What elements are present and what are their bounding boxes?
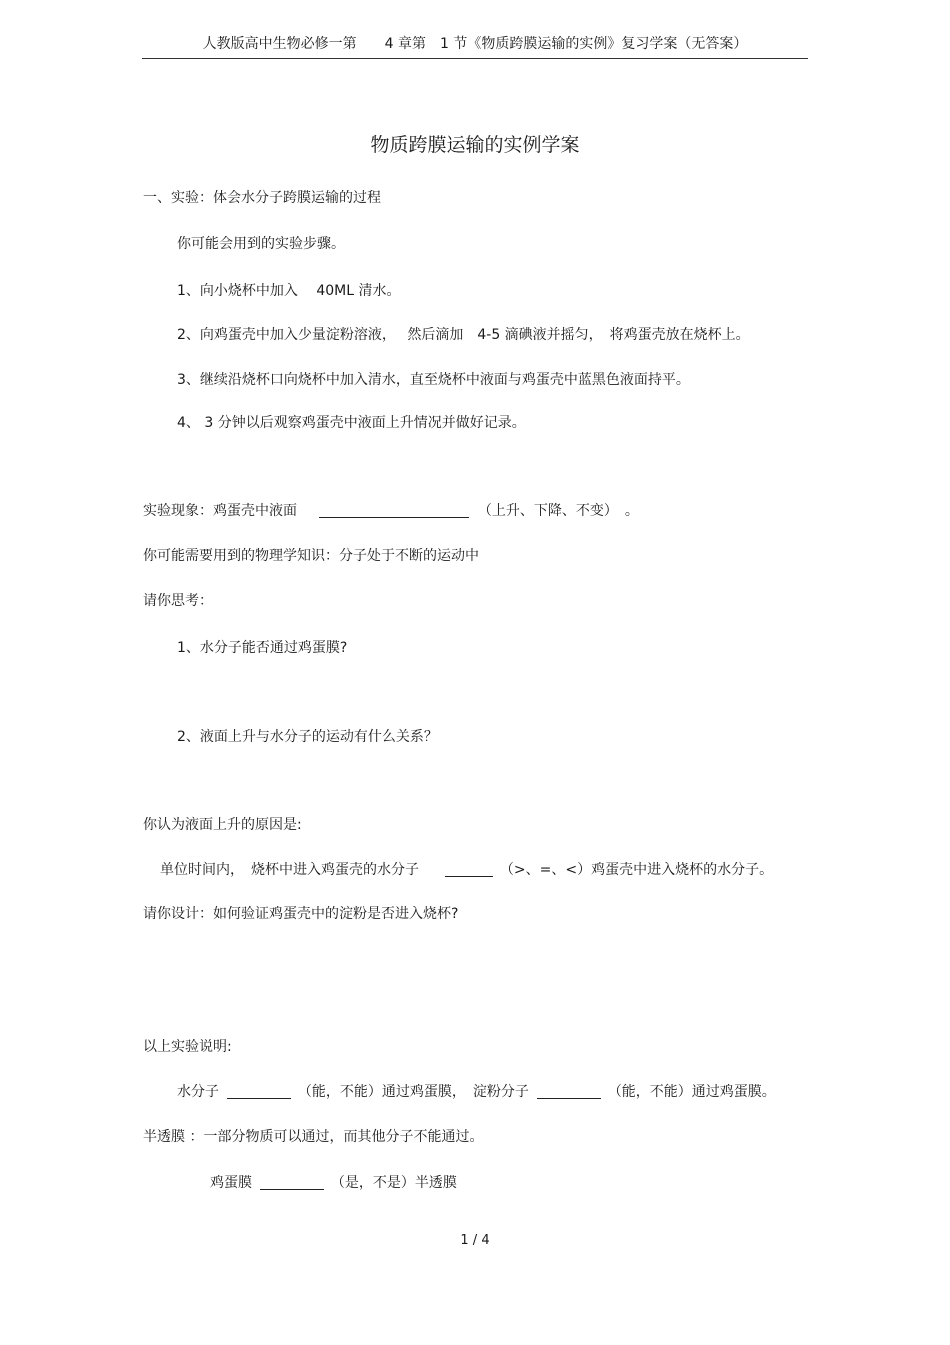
think-heading: 请你思考： <box>143 593 213 609</box>
reason-prefix: 单位时间内， 烧杯中进入鸡蛋壳的水分子 <box>160 862 419 878</box>
conclusion-part1: 水分子 <box>177 1084 219 1100</box>
answer-blank[interactable] <box>537 1084 601 1099</box>
conclusion-heading: 以上实验说明: <box>143 1039 232 1055</box>
answer-blank[interactable] <box>319 503 469 518</box>
step-item: 4、 3 分钟以后观察鸡蛋壳中液面上升情况并做好记录。 <box>177 415 526 431</box>
egg-membrane-line <box>210 1172 457 1192</box>
answer-blank[interactable] <box>445 862 493 877</box>
egg-membrane-suffix: （是，不是）半透膜 <box>330 1175 457 1191</box>
egg-membrane-prefix: 鸡蛋膜 <box>210 1175 252 1191</box>
reason-suffix: （>、=、<）鸡蛋壳中进入烧杯的水分子。 <box>499 862 774 878</box>
reason-heading: 你认为液面上升的原因是: <box>143 817 302 833</box>
phenomenon-suffix: （上升、下降、不变） 。 <box>477 503 639 519</box>
conclusion-part2: （能，不能）通过鸡蛋膜， 淀粉分子 <box>297 1084 529 1100</box>
page-number: 1 / 4 <box>460 1233 490 1248</box>
section-heading: 一、实验：体会水分子跨膜运输的过程 <box>143 190 381 206</box>
answer-blank[interactable] <box>260 1175 324 1190</box>
step-item: 2、向鸡蛋壳中加入少量淀粉溶液， 然后滴加 4-5 滴碘液并摇匀， 将鸡蛋壳放在烧杯上。 <box>177 327 750 343</box>
question-item: 1、水分子能否通过鸡蛋膜? <box>177 640 348 656</box>
semipermeable-definition: 半透膜 ：一部分物质可以通过，而其他分子不能通过。 <box>143 1129 484 1145</box>
physics-knowledge: 你可能需要用到的物理学知识：分子处于不断的运动中 <box>143 548 479 564</box>
phenomenon-line <box>143 500 639 520</box>
step-item: 3、继续沿烧杯口向烧杯中加入清水，直至烧杯中液面与鸡蛋壳中蓝黑色液面持平。 <box>177 372 690 388</box>
page-title: 物质跨膜运输的实例学案 <box>370 134 580 156</box>
conclusion-line <box>177 1081 776 1101</box>
reason-line <box>160 859 773 879</box>
steps-intro: 你可能会用到的实验步骤。 <box>177 236 345 252</box>
running-header: 人教版高中生物必修一第 4 章第 1 节《物质跨膜运输的实例》复习学案（无答案） <box>202 36 748 52</box>
step-item: 1、向小烧杯中加入 40ML 清水。 <box>177 283 401 299</box>
answer-blank[interactable] <box>227 1084 291 1099</box>
header-rule <box>142 58 808 59</box>
phenomenon-prefix: 实验现象：鸡蛋壳中液面 <box>143 503 297 519</box>
question-item: 2、液面上升与水分子的运动有什么关系？ <box>177 729 438 745</box>
design-question: 请你设计：如何验证鸡蛋壳中的淀粉是否进入烧杯? <box>143 906 459 922</box>
conclusion-part3: （能，不能）通过鸡蛋膜。 <box>607 1084 776 1100</box>
